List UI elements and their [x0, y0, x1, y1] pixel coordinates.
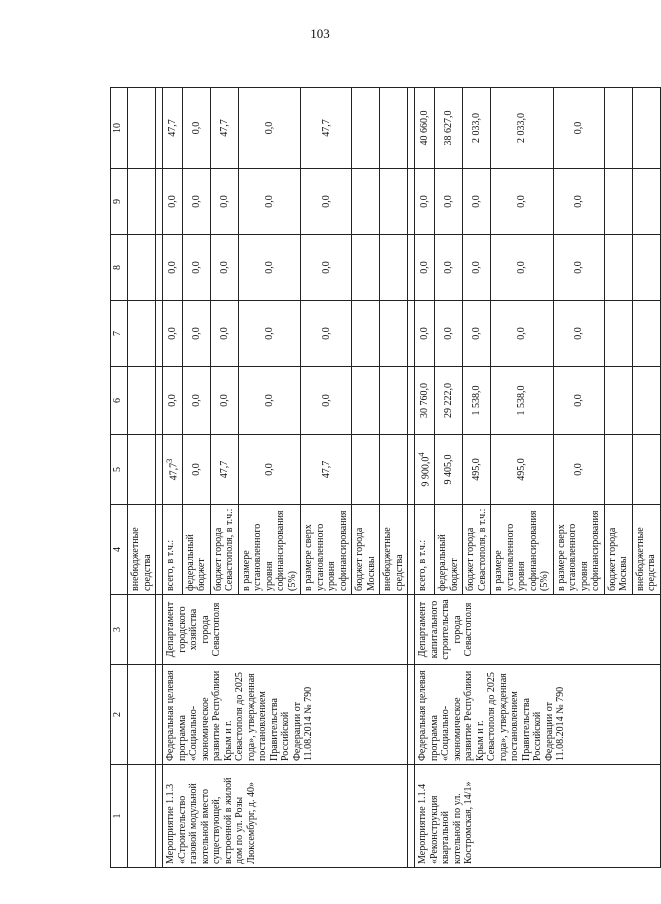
table-row	[415, 88, 435, 868]
value-cell-v10: 40 660,0	[415, 88, 435, 169]
value-cell-v9: 0,0	[163, 169, 183, 235]
value-cell-v10: 47,7	[301, 88, 352, 169]
separator-cell	[156, 301, 163, 367]
value-cell-v5: 47,7	[210, 435, 238, 505]
table-row	[163, 88, 183, 868]
value-cell-v5: 495,0	[491, 435, 554, 505]
funding-source-cell: бюджет города Москвы	[604, 505, 632, 595]
value-cell-v10: 47,7	[210, 88, 238, 169]
funding-source-cell: внебюджетные средства	[380, 505, 408, 595]
separator-cell	[408, 235, 415, 301]
executor-cell: Департамент городского хозяйства города Севастополя	[163, 595, 408, 665]
value-cell-v9: 0,0	[491, 169, 554, 235]
funding-source-cell: внебюджетные средства	[632, 505, 660, 595]
separator-cell	[408, 88, 415, 169]
value-cell-v7: 0,0	[435, 301, 463, 367]
column-number-6: 6	[111, 367, 128, 435]
value-cell-v8: 0,0	[238, 235, 301, 301]
value-cell-v7	[632, 301, 660, 367]
funding-source-cell: федеральный бюджет	[435, 505, 463, 595]
value-cell-v8: 0,0	[435, 235, 463, 301]
column-number-5: 5	[111, 435, 128, 505]
column-number-10: 10	[111, 88, 128, 169]
column-number-1: 1	[111, 765, 128, 868]
continuation-row	[128, 88, 156, 868]
value-cell-v5: 0,0	[238, 435, 301, 505]
value-cell-v10: 0,0	[553, 88, 604, 169]
separator-cell	[408, 595, 415, 665]
separator-cell	[408, 169, 415, 235]
program-cell: Федеральная целевая программа «Социально-экономическое развитие Республики Крым и г. Севастополя до 2025 года», утвержденная постановлением Правительства Российской Федерации от 11.08.2014 № 790	[163, 665, 408, 765]
value-cell-v5: 0,0	[553, 435, 604, 505]
funding-source-cell: в размере установленного уровня софинансирования (5%)	[238, 505, 301, 595]
value-cell-v7: 0,0	[415, 301, 435, 367]
value-cell-v8: 0,0	[491, 235, 554, 301]
empty-value-cell	[128, 88, 156, 169]
funding-source-cell: внебюджетные средства	[128, 505, 156, 595]
empty-value-cell	[128, 301, 156, 367]
value-cell-v7: 0,0	[182, 301, 210, 367]
value-cell-v9: 0,0	[435, 169, 463, 235]
value-cell-v8	[352, 235, 380, 301]
separator-cell	[156, 235, 163, 301]
measure-cell: Мероприятие 1.1.4 «Реконструкция квартальной котельной по ул. Костромская, 14/1»	[415, 765, 660, 868]
value-cell-v9	[632, 169, 660, 235]
value-cell-v10: 0,0	[238, 88, 301, 169]
empty-cell	[128, 765, 156, 868]
value-cell-v7: 0,0	[491, 301, 554, 367]
value-cell-v6: 0,0	[182, 367, 210, 435]
column-number-9: 9	[111, 169, 128, 235]
value-cell-v10: 2 033,0	[463, 88, 491, 169]
value-cell-v9: 0,0	[238, 169, 301, 235]
table-body	[128, 88, 661, 868]
separator-cell	[156, 505, 163, 595]
value-cell-v7: 0,0	[163, 301, 183, 367]
value-cell-v9: 0,0	[553, 169, 604, 235]
separator-cell	[156, 169, 163, 235]
empty-cell	[128, 665, 156, 765]
value-cell-v8: 0,0	[182, 235, 210, 301]
executor-cell: Департамент капитального строительства города Севастополя	[415, 595, 660, 665]
value-cell-v7	[352, 301, 380, 367]
empty-value-cell	[128, 169, 156, 235]
value-cell-v9: 0,0	[301, 169, 352, 235]
column-number-8: 8	[111, 235, 128, 301]
value-cell-v6: 30 760,0	[415, 367, 435, 435]
separator-cell	[408, 435, 415, 505]
value-cell-v6: 29 222,0	[435, 367, 463, 435]
column-number-7: 7	[111, 301, 128, 367]
value-cell-v6: 0,0	[553, 367, 604, 435]
value-cell-v8: 0,0	[163, 235, 183, 301]
separator-cell	[156, 595, 163, 665]
value-cell-v8	[604, 235, 632, 301]
funding-source-cell: всего, в т.ч.:	[163, 505, 183, 595]
funding-source-cell: бюджет города Севастополя, в т.ч.:	[210, 505, 238, 595]
value-cell-v7: 0,0	[301, 301, 352, 367]
value-cell-v7: 0,0	[553, 301, 604, 367]
value-cell-v6	[632, 367, 660, 435]
value-cell-v6	[604, 367, 632, 435]
empty-cell	[128, 595, 156, 665]
value-cell-v7: 0,0	[238, 301, 301, 367]
value-text: 9 900,0	[420, 456, 432, 487]
empty-value-cell	[128, 235, 156, 301]
value-cell-v10: 47,7	[163, 88, 183, 169]
separator-cell	[408, 765, 415, 868]
value-cell-v5: 47,7	[301, 435, 352, 505]
value-cell-v8: 0,0	[553, 235, 604, 301]
value-cell-v6	[352, 367, 380, 435]
value-cell-v6: 0,0	[238, 367, 301, 435]
value-cell-v8	[632, 235, 660, 301]
budget-table	[110, 87, 661, 868]
value-cell-v6: 0,0	[163, 367, 183, 435]
measure-cell: Мероприятие 1.1.3 «Строительство газовой модульной котельной вместо существующей, встроенной в жилой дом по ул. Розы Люксембург, д. 40»	[163, 765, 408, 868]
value-cell-v10: 2 033,0	[491, 88, 554, 169]
value-cell-v5: 0,0	[182, 435, 210, 505]
value-cell-v9: 0,0	[210, 169, 238, 235]
column-number-3: 3	[111, 595, 128, 665]
value-cell-v9: 0,0	[463, 169, 491, 235]
block-separator	[156, 88, 163, 868]
value-cell-v7: 0,0	[463, 301, 491, 367]
separator-cell	[156, 765, 163, 868]
separator-cell	[408, 367, 415, 435]
value-cell-v5	[632, 435, 660, 505]
value-cell-v5	[352, 435, 380, 505]
value-cell-v5: 9 405,0	[435, 435, 463, 505]
separator-cell	[156, 435, 163, 505]
footnote-mark: 4	[417, 452, 427, 457]
footnote-mark: 3	[165, 458, 174, 463]
value-text: 47,7	[168, 462, 180, 481]
rotated-table-container	[110, 88, 658, 868]
separator-cell	[156, 367, 163, 435]
value-cell-v7	[604, 301, 632, 367]
value-cell-v9	[352, 169, 380, 235]
value-cell-v8: 0,0	[210, 235, 238, 301]
value-cell-v9: 0,0	[182, 169, 210, 235]
value-cell-v5: 495,0	[463, 435, 491, 505]
value-cell-v8: 0,0	[463, 235, 491, 301]
value-cell-v6: 1 538,0	[491, 367, 554, 435]
funding-source-cell: в размере сверх установленного уровня софинансирования	[301, 505, 352, 595]
value-cell-v9	[380, 169, 408, 235]
value-cell-v10	[604, 88, 632, 169]
value-cell-v10	[380, 88, 408, 169]
value-cell-v5	[163, 435, 183, 505]
funding-source-cell: всего, в т.ч.:	[415, 505, 435, 595]
program-cell: Федеральная целевая программа «Социально-экономическое развитие Республики Крым и г. Севастополя до 2025 года», утвержденная постановлением Правительства Российской Федерации от 11.08.2014 № 790	[415, 665, 660, 765]
funding-source-cell: бюджет города Севастополя, в т.ч.:	[463, 505, 491, 595]
value-cell-v6	[380, 367, 408, 435]
funding-source-cell: в размере установленного уровня софинансирования (5%)	[491, 505, 554, 595]
value-cell-v5	[380, 435, 408, 505]
separator-cell	[156, 88, 163, 169]
empty-value-cell	[128, 435, 156, 505]
value-cell-v6: 1 538,0	[463, 367, 491, 435]
value-cell-v6: 0,0	[301, 367, 352, 435]
column-number-4: 4	[111, 505, 128, 595]
value-cell-v8: 0,0	[301, 235, 352, 301]
separator-cell	[408, 301, 415, 367]
value-cell-v7: 0,0	[210, 301, 238, 367]
value-cell-v5	[604, 435, 632, 505]
value-cell-v8	[380, 235, 408, 301]
empty-value-cell	[128, 367, 156, 435]
value-cell-v9	[604, 169, 632, 235]
value-cell-v8: 0,0	[415, 235, 435, 301]
value-cell-v6: 0,0	[210, 367, 238, 435]
funding-source-cell: федеральный бюджет	[182, 505, 210, 595]
page-number: 103	[310, 26, 330, 41]
value-cell-v7	[380, 301, 408, 367]
funding-source-cell: бюджет города Москвы	[352, 505, 380, 595]
value-cell-v10: 0,0	[182, 88, 210, 169]
value-cell-v9: 0,0	[415, 169, 435, 235]
column-number-2: 2	[111, 665, 128, 765]
value-cell-v10	[352, 88, 380, 169]
value-cell-v5	[415, 435, 435, 505]
column-number-row	[111, 88, 128, 868]
funding-source-cell: в размере сверх установленного уровня софинансирования	[553, 505, 604, 595]
separator-cell	[408, 505, 415, 595]
separator-cell	[408, 665, 415, 765]
value-cell-v10	[632, 88, 660, 169]
value-cell-v10: 38 627,0	[435, 88, 463, 169]
separator-cell	[156, 665, 163, 765]
block-separator	[408, 88, 415, 868]
